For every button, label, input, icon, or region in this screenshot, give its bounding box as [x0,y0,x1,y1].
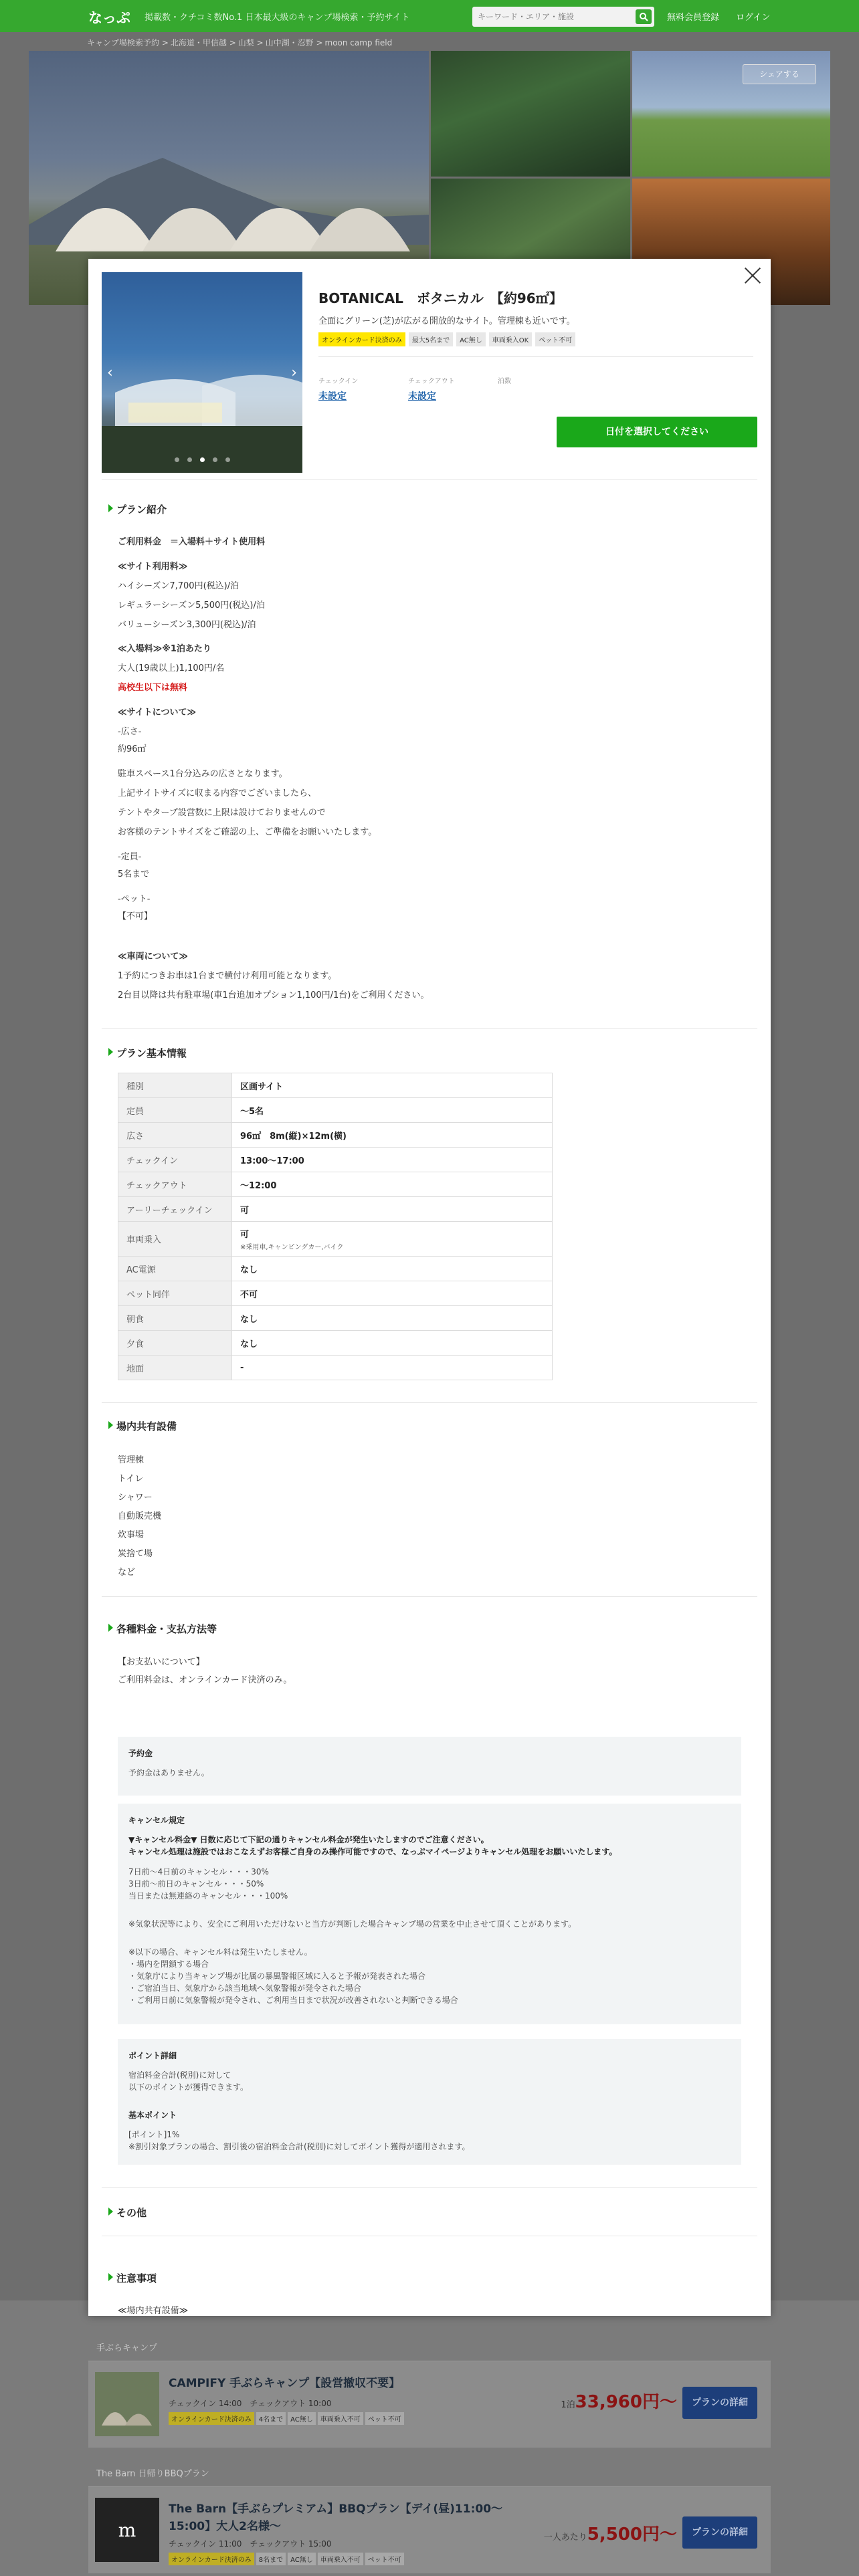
tent-graphic [310,178,410,251]
site-fee-line: レギュラーシーズン5,500円(税込)/泊 [118,601,265,611]
plan-title: BOTANICAL ボタニカル 【約96㎡】 [318,290,563,306]
checkout-value[interactable]: 未設定 [408,391,436,402]
row-label: 朝食 [118,1306,232,1331]
entry-fee-header: ≪入場料≫※1泊あたり [118,644,211,654]
carousel-dot[interactable] [175,457,179,462]
hero-photo-tile[interactable] [431,51,630,177]
section-title-notes: 注意事項 [108,2271,157,2285]
carousel-dot[interactable] [213,457,217,462]
capacity-value: 5名まで [118,869,150,879]
breadcrumb-item[interactable]: キャンプ場検索予約 > [87,38,169,47]
row-label: 種別 [118,1073,232,1098]
nights-label: 泊数 [498,378,511,385]
pet-label: -ペット- [118,894,151,904]
row-value: なし [232,1331,553,1356]
search-button[interactable] [636,9,652,24]
row-value: - [232,1356,553,1380]
tag-ac: AC無し [456,332,486,346]
facility-item: トイレ [118,1474,144,1484]
nights-block [498,375,511,385]
facility-item: シャワー [118,1493,153,1503]
plan-card-tags [169,2553,406,2565]
row-value: 13:00〜17:00 [232,1148,553,1172]
row-value: 〜12:00 [232,1172,553,1197]
table-row [118,1222,553,1257]
chevron-left-icon[interactable]: ‹ [107,364,113,381]
point-box [118,2039,741,2165]
tag: ペット不可 [365,2412,404,2425]
svg-text:m: m [118,2519,136,2541]
size-note: テントやタープ設営数に上限は設けておりませんので [118,808,326,818]
plan-card-price [544,2520,677,2545]
price-value: 33,960円〜 [575,2392,677,2412]
row-label: チェックアウト [118,1172,232,1197]
cancel-rate: 当日または無連絡のキャンセル・・・100% [128,1891,288,1901]
row-label: AC電源 [118,1257,232,1281]
plan-card[interactable] [88,2486,771,2573]
row-value: 可 [232,1197,553,1222]
plan-detail-modal [88,259,771,2316]
tag: オンラインカード決済のみ [169,2412,254,2425]
search-input[interactable] [478,7,626,27]
plan-detail-button[interactable]: プランの詳細 [682,2516,757,2549]
row-label: 地面 [118,1356,232,1380]
carousel-dot[interactable] [187,457,192,462]
facility-item: 炭捨て場 [118,1549,153,1559]
cancel-policy-box [118,1804,741,2024]
section-title-facilities: 場内共有設備 [108,1419,177,1433]
deposit-title: 予約金 [128,1749,153,1758]
section-title-plan-intro: プラン紹介 [108,502,167,516]
price-prefix: 1泊 [561,2400,575,2410]
breadcrumb-item[interactable]: 山中湖・忍野 > [265,38,323,47]
select-date-button[interactable]: 日付を選択してください [557,417,757,447]
tag: 4名まで [256,2412,286,2425]
cancel-rate: 7日前〜4日前のキャンセル・・・30% [128,1867,269,1876]
table-row [118,1148,553,1172]
plan-description: 全面にグリーン(芝)が広がる開放的なサイト。管理棟も近いです。 [318,316,575,326]
breadcrumb-item[interactable]: 山梨 > [237,38,264,47]
row-value: 区画サイト [232,1073,553,1098]
plan-card-times: チェックイン 11:00 チェックアウト 15:00 [169,2539,332,2549]
fee-header: ご利用料金 ＝入場料＋サイト使用料 [118,537,266,547]
close-icon[interactable] [744,267,761,284]
size-value: 約96㎡ [118,744,147,754]
login-link[interactable]: ログイン [736,13,771,23]
tag: 8名まで [256,2553,286,2565]
table-row [118,1257,553,1281]
site-logo[interactable]: なっぷ [88,10,130,26]
row-label: 広さ [118,1123,232,1148]
cancel-condition: ※以下の場合、キャンセル料は発生いたしません。 [128,1947,312,1957]
row-note: ※乗用車,キャンピングカー,バイク [240,1243,344,1251]
cancel-condition: ・ご宿泊当日、気象庁から該当地域へ気象警報が発令された場合 [128,1983,362,1993]
plan-group-title: 手ぶらキャンプ [96,2343,158,2353]
notes-first-line: ≪場内共有設備≫ [118,2306,189,2316]
site-header [0,0,859,32]
table-row [118,1197,553,1222]
vehicle-note: 1予約につきお車は1台まで横付け利用可能となります。 [118,971,337,981]
payment-line: ご利用料金は、オンラインカード決済のみ。 [118,1675,292,1685]
point-rate: [ポイント]1% [128,2130,180,2139]
section-title-other: その他 [108,2206,147,2220]
row-value: なし [232,1306,553,1331]
about-site-header: ≪サイトについて≫ [118,708,197,718]
size-note: お客様のテントサイズをご確認の上、ご準備をお願いいたします。 [118,827,377,837]
cancel-weather-note: ※気象状況等により、安全にご利用いただけないと当方が判断した場合キャンプ場の営業を中止させて頂くことがあります。 [128,1919,577,1929]
plan-photo-carousel[interactable] [102,272,302,473]
row-label: ペット同伴 [118,1281,232,1306]
divider [102,1596,757,1597]
row-label: チェックイン [118,1148,232,1172]
tag: 車両乗入不可 [318,2553,363,2565]
share-button[interactable] [743,64,816,84]
table-row [118,1306,553,1331]
table-row [118,1331,553,1356]
cancel-rate: 3日前〜前日のキャンセル・・・50% [128,1879,264,1889]
size-note: 駐車スペース1台分込みの広さとなります。 [118,769,288,779]
row-value: 〜5名 [232,1098,553,1123]
facility-item: 自動販売機 [118,1511,162,1521]
plan-card-times: チェックイン 14:00 チェックアウト 10:00 [169,2399,332,2408]
register-link[interactable]: 無料会員登録 [667,13,720,23]
row-value: 不可 [232,1281,553,1306]
section-title-basic-info: プラン基本情報 [108,1046,187,1060]
checkin-label: チェックイン [318,378,359,385]
row-label: 夕食 [118,1331,232,1356]
table-row [118,1356,553,1380]
tag-vehicle: 車両乗入OK [489,332,532,346]
search-icon [639,12,648,21]
plan-card-tags [169,2412,406,2425]
tag-capacity: 最大5名まで [409,332,453,346]
payment-line: 【お支払いについて】 [118,1657,205,1667]
vehicle-header: ≪車両について≫ [118,952,188,962]
breadcrumb-item[interactable]: 北海道・甲信越 > [170,38,236,47]
plan-group-title: The Barn 日帰りBBQプラン [96,2469,209,2479]
entry-fee-free: 高校生以下は無料 [118,683,188,693]
cancel-title: キャンセル規定 [128,1816,185,1825]
facility-item: 管理棟 [118,1455,145,1465]
table-row [118,1073,553,1098]
tent-graphic [142,178,243,251]
row-label: アーリーチェックイン [118,1197,232,1222]
plan-tags [318,332,579,346]
cancel-condition: ・場内を閉鎖する場合 [128,1959,209,1969]
tag: AC無し [288,2412,316,2425]
cancel-condition: ・気象庁により当キャンプ場が比属の暴風警報区域に入ると予報が発表された場合 [128,1971,426,1981]
row-value: 可 [240,1229,250,1240]
tag: オンラインカード決済のみ [169,2553,254,2565]
tag-payment: オンラインカード決済のみ [318,332,405,346]
chevron-right-icon[interactable]: › [291,364,297,381]
facility-item: 炊事場 [118,1530,145,1540]
cancel-condition: ・ご利用日前に気象警報が発令され、ご利用当日まで状況が改善されないと判断できる場合 [128,1996,458,2005]
tag: 車両乗入不可 [318,2412,363,2425]
basic-info-table [118,1073,553,1380]
point-title: ポイント詳細 [128,2051,177,2060]
point-basic-title: 基本ポイント [128,2111,177,2120]
plan-list-background [0,2300,859,2576]
table-row [118,1281,553,1306]
search-box [472,7,654,27]
deposit-text: 予約金はありません。 [128,1768,209,1778]
site-fee-header: ≪サイト利用料≫ [118,562,188,572]
row-value: なし [232,1257,553,1281]
plan-card-title[interactable]: The Barn【手ぶらプレミアム】BBQプラン【デイ(昼)11:00〜15:00】大人2名様〜 [169,2502,503,2533]
facility-item: など [118,1568,136,1578]
tag: ペット不可 [365,2553,404,2565]
point-note: ※割引対象プランの場合、割引後の宿泊料金合計(税別)に対してポイント獲得が適用されます。 [128,2142,470,2151]
breadcrumb [87,37,394,48]
plan-card-price [561,2388,677,2413]
divider [102,1402,757,1403]
site-fee-line: ハイシーズン7,700円(税込)/泊 [118,581,240,591]
checkin-block[interactable] [318,375,358,403]
vehicle-note: 2台目以降は共有駐車場(車1台追加オプション1,100円/1台)をご利用ください。 [118,990,430,1000]
table-row [118,1123,553,1148]
deposit-box [118,1737,741,1796]
greenhouse-photo [102,272,302,473]
plan-thumbnail [95,2498,159,2562]
plan-detail-button[interactable]: プランの詳細 [682,2387,757,2419]
breadcrumb-item: moon camp field [324,38,393,47]
share-label: シェアする [759,70,799,79]
tag-pet: ペット不可 [535,332,575,346]
capacity-label: -定員- [118,852,142,862]
point-line: 宿泊料金合計(税別)に対して [128,2070,231,2080]
row-value-cell [232,1222,553,1257]
divider [102,1028,757,1029]
size-note: 上記サイトサイズに収まる内容でございましたら、 [118,788,317,798]
site-tagline: 掲載数・クチコミ数No.1 日本最大級のキャンプ場検索・予約サイト [145,13,410,23]
row-label: 定員 [118,1098,232,1123]
point-line: 以下のポイントが獲得できます。 [128,2082,249,2092]
row-value: 96㎡ 8m(縦)×12m(横) [232,1123,553,1148]
price-prefix: 一人あたり [543,2533,587,2543]
table-row [118,1098,553,1123]
plan-card-title[interactable]: CAMPIFY 手ぶらキャンプ【設営撤収不要】 [169,2377,401,2390]
checkout-label: チェックアウト [408,378,455,385]
site-fee-line: バリューシーズン3,300円(税込)/泊 [118,620,256,630]
divider [318,356,753,357]
entry-fee-adult: 大人(19歳以上)1,100円/名 [118,663,225,673]
row-label: 車両乗入 [118,1222,232,1257]
divider [102,2187,757,2188]
plan-card[interactable] [88,2361,771,2448]
carousel-dot[interactable] [225,457,230,462]
tag: AC無し [288,2553,316,2565]
cancel-note: キャンセル処理は施設ではおこなえずお客様ご自身のみ操作可能ですので、なっぷマイページよりキャンセル処理をお願いいたします。 [128,1847,617,1856]
carousel-dot-active[interactable] [200,457,205,462]
carousel-dots [102,452,302,465]
checkout-block[interactable] [408,375,455,403]
size-label: -広さ- [118,727,142,737]
price-value: 5,500円〜 [587,2525,677,2545]
table-row [118,1172,553,1197]
pet-value: 【不可】 [118,911,153,922]
divider [102,479,757,480]
tent-graphic [56,178,156,251]
plan-thumbnail [95,2372,159,2436]
section-title-payment: 各種料金・支払方法等 [108,1622,217,1636]
checkin-value[interactable]: 未設定 [318,391,347,402]
cancel-note: ▼キャンセル料金▼ 日数に応じて下記の通りキャンセル料金が発生いたしますのでご注意ください。 [128,1835,489,1844]
